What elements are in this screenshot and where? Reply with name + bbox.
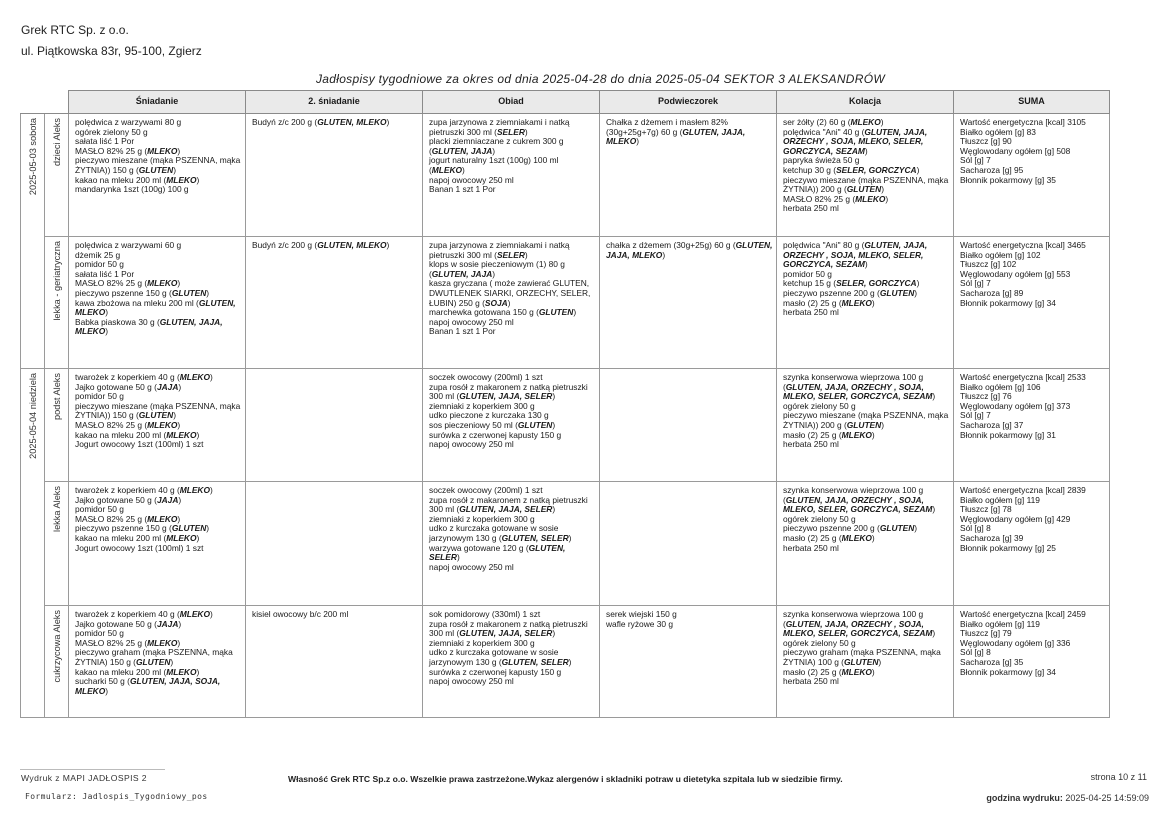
dish-line: pieczywo pszenne 150 g (GLUTEN) xyxy=(75,287,210,298)
dish-line: szynka konserwowa wieprzowa 100 g (GLUTEN, JAJA, ORZECHY , SOJA, MLEKO, SELER, GORCZYCA, SEZAM) xyxy=(783,609,936,639)
dish-line: Babka piaskowa 30 g (GLUTEN, JAJA, MLEKO) xyxy=(75,316,223,337)
header-blank xyxy=(21,91,69,114)
footer-divider xyxy=(20,769,165,770)
dish-line: MASŁO 82% 25 g (MLEKO) xyxy=(783,193,889,204)
dish-line: Budyń z/c 200 g (GLUTEN, MLEKO) xyxy=(252,240,390,250)
nutrition-line: Tłuszcz [g] 79 xyxy=(960,628,1012,639)
dish-line: masło (2) 25 g (MLEKO) xyxy=(783,666,875,677)
dish-line: kakao na mleku 200 ml (MLEKO) xyxy=(75,666,200,677)
dish-line: kakao na mleku 200 ml (MLEKO) xyxy=(75,532,200,543)
dish-line: sałata liść 1 Por xyxy=(75,268,135,279)
dish-line: surówka z czerwonej kapusty 150 g xyxy=(429,429,562,440)
dish-line: jogurt naturalny 1szt (100g) 100 ml (MLEKO) xyxy=(429,155,559,175)
dish-line: Budyń z/c 200 g (GLUTEN, MLEKO) xyxy=(252,117,390,127)
dish-line: twarożek z koperkiem 40 g (MLEKO) xyxy=(75,485,213,495)
nutrition-line: Tłuszcz [g] 76 xyxy=(960,391,1012,402)
dish-line: pieczywo pszenne 200 g (GLUTEN) xyxy=(783,287,918,298)
table-row xyxy=(21,606,1110,718)
table-row xyxy=(21,114,1110,237)
weekly-menu-table xyxy=(20,90,1110,718)
nutrition-line: Białko ogółem [g] 119 xyxy=(960,494,1040,505)
meal-cell-breakfast xyxy=(69,606,246,718)
print-timestamp xyxy=(986,793,1149,803)
meal-cell-second-breakfast xyxy=(246,606,423,718)
dish-line: sałata liść 1 Por xyxy=(75,136,135,147)
print-time-value: 2025-04-25 14:59:09 xyxy=(1065,793,1149,803)
column-header-second-breakfast: 2. śniadanie xyxy=(246,91,423,114)
dish-line: MASŁO 82% 25 g (MLEKO) xyxy=(75,145,181,156)
document-title: Jadłospisy tygodniowe za okres od dnia 2025-04-28 do dnia 2025-05-04 SEKTOR 3 ALEKSANDRÓW xyxy=(316,72,886,86)
nutrition-line: Wartość energetyczna [kcal] 2459 xyxy=(960,609,1086,619)
dish-line: herbata 250 ml xyxy=(783,203,839,214)
nutrition-line: Tłuszcz [g] 78 xyxy=(960,504,1012,515)
column-header-breakfast: Śniadanie xyxy=(69,91,246,114)
nutrition-line: Białko ogółem [g] 102 xyxy=(960,249,1041,260)
dish-line: serek wiejski 150 g xyxy=(606,609,677,619)
dish-line: ogórek zielony 50 g xyxy=(783,513,856,524)
dish-line: ketchup 15 g (SELER, GORCZYCA) xyxy=(783,278,920,289)
company-address: ul. Piątkowska 83r, 95-100, Zgierz xyxy=(21,44,202,58)
column-header-summary: SUMA xyxy=(954,91,1110,114)
nutrition-line: Węglowodany ogółem [g] 373 xyxy=(960,400,1071,411)
meal-cell-lunch xyxy=(423,606,600,718)
footer-form-name: Formularz: Jadlospis_Tygodniowy_pos xyxy=(25,792,208,801)
meal-cell-summary xyxy=(954,369,1110,482)
meal-cell-lunch xyxy=(423,237,600,369)
meal-cell-breakfast xyxy=(69,237,246,369)
diet-label: cukrzycowa Aleks xyxy=(52,610,63,683)
dish-line: zupa jarzynowa z ziemniakami i natką pietruszki 300 ml (SELER) xyxy=(429,240,570,260)
day-label: 2025-05-04 niedziela xyxy=(28,373,39,459)
nutrition-line: Błonnik pokarmowy [g] 34 xyxy=(960,666,1056,677)
day-label: 2025-05-03 sobota xyxy=(28,118,39,196)
column-header-dinner: Kolacja xyxy=(777,91,954,114)
dish-line: polędwica z warzywami 60 g xyxy=(75,240,182,250)
dish-line: udko pieczone z kurczaka 130 g xyxy=(429,410,549,421)
dish-line: pomidor 50 g xyxy=(75,259,124,270)
nutrition-line: Sól [g] 8 xyxy=(960,523,991,534)
meal-cell-afternoon-snack xyxy=(600,482,777,606)
meal-cell-second-breakfast xyxy=(246,482,423,606)
table-row xyxy=(21,482,1110,606)
meal-cell-summary xyxy=(954,237,1110,369)
dish-line: Chałka z dżemem i masłem 82% (30g+25g+7g) 60 g (GLUTEN, JAJA, MLEKO) xyxy=(606,117,746,147)
dish-line: MASŁO 82% 25 g (MLEKO) xyxy=(75,419,181,430)
dish-line: Jajko gotowane 50 g (JAJA) xyxy=(75,494,182,505)
dish-line: herbata 250 ml xyxy=(783,307,839,318)
dish-line: kisiel owocowy b/c 200 ml xyxy=(252,609,349,619)
meal-cell-breakfast xyxy=(69,482,246,606)
nutrition-line: Błonnik pokarmowy [g] 35 xyxy=(960,174,1056,185)
day-cell xyxy=(21,369,45,718)
nutrition-line: Sacharoza [g] 95 xyxy=(960,164,1024,175)
dish-line: polędwica "Ani" 40 g (GLUTEN, JAJA, ORZECHY , SOJA, MLEKO, SELER, GORCZYCA, SEZAM) xyxy=(783,126,928,156)
nutrition-line: Węglowodany ogółem [g] 508 xyxy=(960,145,1071,156)
meal-cell-dinner xyxy=(777,114,954,237)
dish-line: Jajko gotowane 50 g (JAJA) xyxy=(75,381,182,392)
dish-line: klops w sosie pieczeniowym (1) 80 g (GLUTEN, JAJA) xyxy=(429,259,565,279)
dish-line: Banan 1 szt 1 Por xyxy=(429,326,496,337)
meal-cell-second-breakfast xyxy=(246,369,423,482)
dish-line: zupa rosół z makaronem z natką pietruszki 300 ml (GLUTEN, JAJA, SELER) xyxy=(429,618,588,639)
dish-line: ogórek zielony 50 g xyxy=(75,126,148,137)
dish-line: ziemniaki z koperkiem 300 g xyxy=(429,400,535,411)
dish-line: kawa zbożowa na mleku 200 ml (GLUTEN, MLEKO) xyxy=(75,297,236,318)
dish-line: papryka świeża 50 g xyxy=(783,155,860,166)
dish-line: placki ziemniaczane z cukrem 300 g (GLUTEN, JAJA) xyxy=(429,136,564,156)
dish-line: Jogurt owocowy 1szt (100ml) 1 szt xyxy=(75,439,204,450)
dish-line: surówka z czerwonej kapusty 150 g xyxy=(429,666,562,677)
meal-cell-dinner xyxy=(777,606,954,718)
dish-line: ogórek zielony 50 g xyxy=(783,637,856,648)
nutrition-line: Sól [g] 7 xyxy=(960,278,991,289)
dish-line: ziemniaki z koperkiem 300 g xyxy=(429,513,535,524)
company-name: Grek RTC Sp. z o.o. xyxy=(21,23,129,37)
meal-cell-lunch xyxy=(423,369,600,482)
dish-line: napoj owocowy 250 ml xyxy=(429,439,514,450)
dish-line: kakao na mleku 200 ml (MLEKO) xyxy=(75,174,200,185)
diet-label: lekka Aleks xyxy=(52,486,63,532)
dish-line: twarożek z koperkiem 40 g (MLEKO) xyxy=(75,372,213,382)
dish-line: pieczywo mieszane (mąka PSZENNA, mąka ŻYTNIA)) 200 g (GLUTEN) xyxy=(783,410,949,430)
nutrition-line: Błonnik pokarmowy [g] 31 xyxy=(960,429,1056,440)
dish-line: pomidor 50 g xyxy=(783,268,832,279)
dish-line: pieczywo graham (mąka PSZENNA, mąka ŻYTNIA) 100 g (GLUTEN) xyxy=(783,647,941,667)
nutrition-line: Białko ogółem [g] 106 xyxy=(960,381,1041,392)
diet-cell xyxy=(45,237,69,369)
dish-line: sos pieczeniowy 50 ml (GLUTEN) xyxy=(429,419,556,430)
dish-line: zupa rosół z makaronem z natką pietruszki 300 ml (GLUTEN, JAJA, SELER) xyxy=(429,381,588,402)
dish-line: pieczywo mieszane (mąka PSZENNA, mąka ŻYTNIA)) 150 g (GLUTEN) xyxy=(75,155,241,175)
dish-line: soczek owocowy (200ml) 1 szt xyxy=(429,372,543,382)
dish-line: szynka konserwowa wieprzowa 100 g (GLUTEN, JAJA, ORZECHY , SOJA, MLEKO, SELER, GORCZYCA, SEZAM) xyxy=(783,485,936,515)
nutrition-line: Węglowodany ogółem [g] 336 xyxy=(960,637,1071,648)
meal-cell-breakfast xyxy=(69,114,246,237)
dish-line: pomidor 50 g xyxy=(75,391,124,402)
dish-line: kakao na mleku 200 ml (MLEKO) xyxy=(75,429,200,440)
print-time-label: godzina wydruku: xyxy=(986,793,1063,803)
dish-line: MASŁO 82% 25 g (MLEKO) xyxy=(75,513,181,524)
meal-cell-lunch xyxy=(423,114,600,237)
nutrition-line: Sól [g] 7 xyxy=(960,155,991,166)
column-header-lunch: Obiad xyxy=(423,91,600,114)
dish-line: ser żółty (2) 60 g (MLEKO) xyxy=(783,117,884,127)
dish-line: chałka z dżemem (30g+25g) 60 g (GLUTEN, JAJA, MLEKO) xyxy=(606,240,773,260)
dish-line: sok pomidorowy (330ml) 1 szt xyxy=(429,609,541,619)
dish-line: pieczywo graham (mąka PSZENNA, mąka ŻYTNIA) 150 g (GLUTEN) xyxy=(75,647,233,667)
page-number: strona 10 z 11 xyxy=(1090,772,1147,782)
nutrition-line: Błonnik pokarmowy [g] 34 xyxy=(960,297,1056,308)
dish-line: soczek owocowy (200ml) 1 szt xyxy=(429,485,543,495)
nutrition-line: Wartość energetyczna [kcal] 3465 xyxy=(960,240,1086,250)
nutrition-line: Wartość energetyczna [kcal] 2839 xyxy=(960,485,1086,495)
dish-line: masło (2) 25 g (MLEKO) xyxy=(783,429,875,440)
diet-cell xyxy=(45,482,69,606)
diet-cell xyxy=(45,114,69,237)
dish-line: zupa jarzynowa z ziemniakami i natką pietruszki 300 ml (SELER) xyxy=(429,117,570,137)
dish-line: warzywa gotowane 120 g (GLUTEN, SELER) xyxy=(429,542,566,563)
menu-body xyxy=(21,114,1110,718)
dish-line: herbata 250 ml xyxy=(783,439,839,450)
nutrition-line: Węglowodany ogółem [g] 429 xyxy=(960,513,1071,524)
dish-line: masło (2) 25 g (MLEKO) xyxy=(783,532,875,543)
dish-line: szynka konserwowa wieprzowa 100 g (GLUTEN, JAJA, ORZECHY , SOJA, MLEKO, SELER, GORCZYCA, SEZAM) xyxy=(783,372,936,402)
dish-line: polędwica "Ani" 80 g (GLUTEN, JAJA, ORZECHY , SOJA, MLEKO, SELER, GORCZYCA, SEZAM) xyxy=(783,240,928,270)
diet-cell xyxy=(45,606,69,718)
meal-cell-afternoon-snack xyxy=(600,114,777,237)
meal-cell-afternoon-snack xyxy=(600,369,777,482)
dish-line: MASŁO 82% 25 g (MLEKO) xyxy=(75,637,181,648)
diet-label: podst Aleks xyxy=(52,373,63,420)
meal-cell-summary xyxy=(954,482,1110,606)
meal-cell-afternoon-snack xyxy=(600,606,777,718)
dish-line: MASŁO 82% 25 g (MLEKO) xyxy=(75,278,181,289)
diet-cell xyxy=(45,369,69,482)
nutrition-line: Sacharoza [g] 37 xyxy=(960,419,1024,430)
dish-line: wafle ryżowe 30 g xyxy=(606,618,674,629)
dish-line: pieczywo pszenne 200 g (GLUTEN) xyxy=(783,523,918,534)
dish-line: ketchup 30 g (SELER, GORCZYCA) xyxy=(783,164,920,175)
dish-line: pieczywo mieszane (mąka PSZENNA, mąka ŻYTNIA)) 200 g (GLUTEN) xyxy=(783,174,949,195)
day-cell xyxy=(21,114,45,369)
dish-line: masło (2) 25 g (MLEKO) xyxy=(783,297,875,308)
meal-cell-second-breakfast xyxy=(246,237,423,369)
table-row xyxy=(21,369,1110,482)
dish-line: pieczywo mieszane (mąka PSZENNA, mąka ŻYTNIA)) 150 g (GLUTEN) xyxy=(75,400,241,421)
dish-line: marchewka gotowana 150 g (GLUTEN) xyxy=(429,307,577,318)
dish-line: pomidor 50 g xyxy=(75,628,124,639)
dish-line: pieczywo pszenne 150 g (GLUTEN) xyxy=(75,523,210,534)
nutrition-line: Tłuszcz [g] 90 xyxy=(960,136,1012,147)
meal-cell-summary xyxy=(954,606,1110,718)
dish-line: Banan 1 szt 1 Por xyxy=(429,184,496,195)
dish-line: pomidor 50 g xyxy=(75,504,124,515)
nutrition-line: Błonnik pokarmowy [g] 25 xyxy=(960,542,1056,553)
diet-label: dzieci Aleks xyxy=(52,118,63,167)
nutrition-line: Sól [g] 8 xyxy=(960,647,991,658)
meal-cell-afternoon-snack xyxy=(600,237,777,369)
dish-line: napoj owocowy 250 ml xyxy=(429,561,514,572)
meal-cell-breakfast xyxy=(69,369,246,482)
dish-line: napoj owocowy 250 ml xyxy=(429,676,514,687)
nutrition-line: Wartość energetyczna [kcal] 2533 xyxy=(960,372,1086,382)
table-row xyxy=(21,237,1110,369)
dish-line: herbata 250 ml xyxy=(783,542,839,553)
dish-line: ogórek zielony 50 g xyxy=(783,400,856,411)
dish-line: twarożek z koperkiem 40 g (MLEKO) xyxy=(75,609,213,619)
nutrition-line: Sacharoza [g] 39 xyxy=(960,532,1024,543)
dish-line: udko z kurczaka gotowane w sosie jarzynowym 130 g (GLUTEN, SELER) xyxy=(429,523,572,543)
nutrition-line: Tłuszcz [g] 102 xyxy=(960,259,1017,270)
dish-line: sucharki 50 g (GLUTEN, JAJA, SOJA, MLEKO) xyxy=(75,676,221,696)
nutrition-line: Wartość energetyczna [kcal] 3105 xyxy=(960,117,1086,127)
column-header-afternoon-snack: Podwieczorek xyxy=(600,91,777,114)
dish-line: napoj owocowy 250 ml xyxy=(429,316,514,327)
dish-line: Jogurt owocowy 1szt (100ml) 1 szt xyxy=(75,542,204,553)
meal-cell-second-breakfast xyxy=(246,114,423,237)
dish-line: kasza gryczana ( może zawierać GLUTEN, DWUTLENEK SIARKI, ORZECHY, SELER, ŁUBIN) 250 g (SOJA) xyxy=(429,278,591,308)
dish-line: polędwica z warzywami 80 g xyxy=(75,117,182,127)
table-header-row xyxy=(21,91,1110,114)
nutrition-line: Białko ogółem [g] 119 xyxy=(960,618,1040,629)
diet-label: lekka - geriatryczna xyxy=(52,241,63,321)
meal-cell-dinner xyxy=(777,482,954,606)
nutrition-line: Węglowodany ogółem [g] 553 xyxy=(960,268,1071,279)
meal-cell-lunch xyxy=(423,482,600,606)
nutrition-line: Sacharoza [g] 35 xyxy=(960,656,1024,667)
dish-line: zupa rosół z makaronem z natką pietruszki 300 ml (GLUTEN, JAJA, SELER) xyxy=(429,494,588,515)
dish-line: napoj owocowy 250 ml xyxy=(429,174,514,185)
dish-line: dżemik 25 g xyxy=(75,249,121,260)
dish-line: udko z kurczaka gotowane w sosie jarzynowym 130 g (GLUTEN, SELER) xyxy=(429,647,572,667)
nutrition-line: Sól [g] 7 xyxy=(960,410,991,421)
footer-app-name: Wydruk z MAPI JADŁOSPIS 2 xyxy=(21,773,147,783)
nutrition-line: Białko ogółem [g] 83 xyxy=(960,126,1036,137)
dish-line: mandarynka 1szt (100g) 100 g xyxy=(75,184,189,195)
dish-line: ziemniaki z koperkiem 300 g xyxy=(429,637,535,648)
meal-cell-dinner xyxy=(777,369,954,482)
meal-cell-dinner xyxy=(777,237,954,369)
dish-line: herbata 250 ml xyxy=(783,676,839,687)
nutrition-line: Sacharoza [g] 89 xyxy=(960,287,1024,298)
dish-line: Jajko gotowane 50 g (JAJA) xyxy=(75,618,182,629)
meal-cell-summary xyxy=(954,114,1110,237)
footer-rights-notice: Własność Grek RTC Sp.z o.o. Wszelkie prawa zastrzeżone.Wykaz alergenów i skladniki potraw u dietetyka szpitala lub w siedzibie firmy. xyxy=(288,774,843,784)
